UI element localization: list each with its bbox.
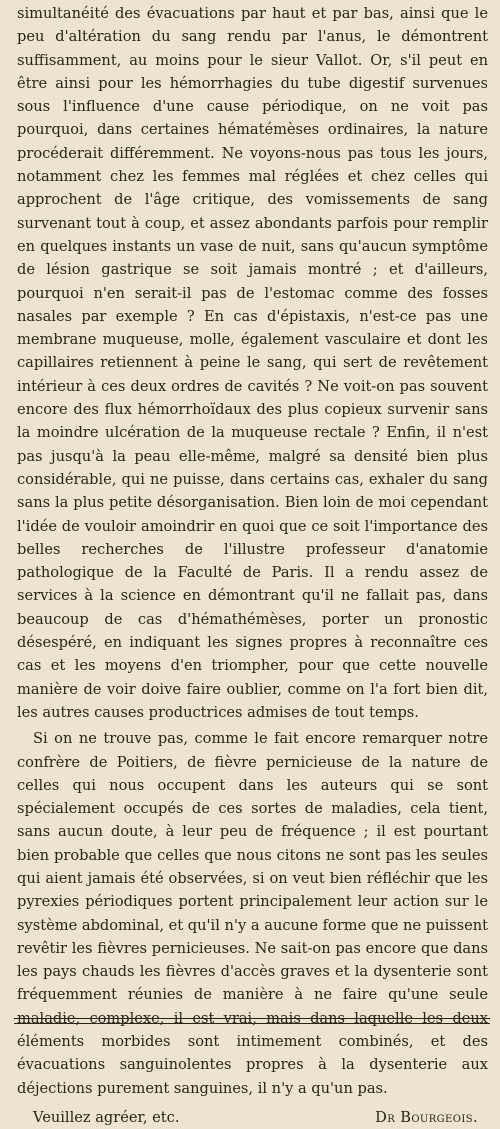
body-paragraph-2: Si on ne trouve pas, comme le fait encore remarquer notre confrère de Poitiers, de fièvre pernicieuse de la nature de celles qui nous occupent dans les auteurs qui se sont spécialement occupés de ces sortes de maladies, cela tient, sans aucun doute, à leur peu de fréquence ; il est pourtant bien probable que celles que nous citons ne sont pas les seules qui aient jamais été observées, si on veut bien réfléchir que les pyrexies périodiques portent principalement leur action sur le système abdominal, et qu'il n'y a aucune forme que ne puissent revêtir les fièvres pernicieuses. Ne sait-on pas encore que dans les pays chauds les fièvres d'accès graves et la dysenterie sont fréquemment réunies de manière à ne faire qu'une seule maladie, complexe, il est vrai, mais dans laquelle les deux éléments morbides sont intimement combinés, et des évacuations sanguinolentes propres à la dysenterie aux déjections purement sanguines, il n'y a qu'un pas.	[17, 730, 488, 1097]
letter-closing	[17, 1106, 488, 1129]
end-rule-thick	[14, 1018, 490, 1019]
body-paragraph-1: simultanéité des évacuations par haut et par bas, ainsi que le peu d'altération du sang rendu par l'anus, le démontrent suffisamment, au moins pour le sieur Vallot. Or, s'il peut en être ainsi pour les hémorrhagies du tube digestif survenues sous l'influence d'une cause périodique, on ne voit pas pourquoi, dans certaines hématémèses ordinaires, la nature procéderait différemment. Ne voyons-nous pas tous les jours, notamment chez les femmes mal réglées et chez celles qui approchent de l'âge critique, des vomissements de sang survenant tout à coup, et assez abondants parfois pour remplir en quelques instants un vase de nuit, sans qu'aucun symptôme de lésion gastrique se soit jamais montré ; et d'ailleurs, pourquoi n'en serait-il pas de l'estomac comme des fosses nasales par exemple ? En cas d'épistaxis, n'est-ce pas une membrane muqueuse, molle, également vasculaire et dont les capillaires retiennent à peine le sang, qui sert de revêtement intérieur à ces deux ordres de cavités ? Ne voit-on pas souvent encore des flux hémorrhoïdaux des plus copieux survenir sans la moindre ulcération de la muqueuse rectale ? Enfin, il n'est pas jusqu'à la peau elle-même, malgré sa densité bien plus considérable, qui ne puisse, dans certains cas, exhaler du sang sans la plus petite désorganisation. Bien loin de moi cependant l'idée de vouloir amoindrir en quoi que ce soit l'importance des belles recherches de l'illustre professeur d'anatomie pathologique de la Faculté de Paris. Il a rendu assez de services à la science en démontrant qu'il ne fallait pas, dans beaucoup de cas d'hémathémèses, porter un pronostic désespéré, en indiquant les signes propres à reconnaître ces cas et les moyens d'en triompher, pour que cette nouvelle manière de voir doive faire oublier, comme on l'a fort bien dit, les autres causes productrices admises de tout temps.	[17, 5, 488, 721]
end-rule-thin	[14, 1023, 490, 1024]
signature: Dr Bourgeois.	[375, 1108, 478, 1126]
closing-formula: Veuillez agréer, etc.	[33, 1108, 180, 1126]
